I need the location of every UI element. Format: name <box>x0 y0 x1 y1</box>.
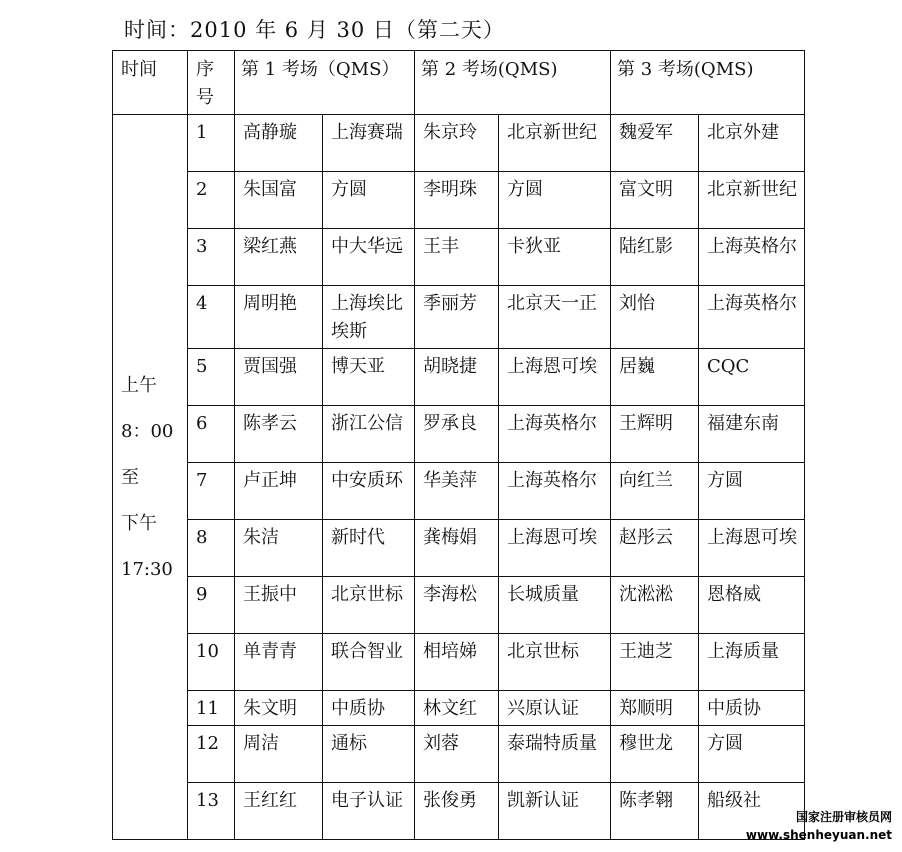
seq-number: 2 <box>188 172 235 229</box>
room1-organization: 上海赛瑞 <box>323 115 415 172</box>
table-row <box>113 726 805 783</box>
room3-examiner-name: 刘怡 <box>611 286 699 349</box>
room1-organization: 中安质环 <box>323 463 415 520</box>
time-range-line: 至 <box>121 467 139 488</box>
room3-examiner-name: 向红兰 <box>611 463 699 520</box>
room2-organization: 方圆 <box>499 172 611 229</box>
room1-organization: 中质协 <box>323 691 415 726</box>
room3-examiner-name: 居巍 <box>611 349 699 406</box>
room3-examiner-name: 沈淞淞 <box>611 577 699 634</box>
table-row <box>113 520 805 577</box>
room2-examiner-name: 季丽芳 <box>415 286 499 349</box>
room2-examiner-name: 王丰 <box>415 229 499 286</box>
table-row <box>113 783 805 840</box>
room2-examiner-name: 朱京玲 <box>415 115 499 172</box>
room1-organization: 北京世标 <box>323 577 415 634</box>
seq-number: 8 <box>188 520 235 577</box>
room3-organization: 上海英格尔 <box>699 229 805 286</box>
room2-organization: 北京天一正 <box>499 286 611 349</box>
seq-number: 9 <box>188 577 235 634</box>
room1-examiner-name: 梁红燕 <box>235 229 323 286</box>
seq-number: 5 <box>188 349 235 406</box>
room2-examiner-name: 李明珠 <box>415 172 499 229</box>
watermark-line-1: 国家注册审核员网 <box>795 810 892 824</box>
room3-examiner-name: 穆世龙 <box>611 726 699 783</box>
room3-examiner-name: 赵彤云 <box>611 520 699 577</box>
room3-organization: 福建东南 <box>699 406 805 463</box>
room3-organization: 北京新世纪 <box>699 172 805 229</box>
room2-organization: 泰瑞特质量 <box>499 726 611 783</box>
room3-organization: 恩格威 <box>699 577 805 634</box>
room3-examiner-name: 陆红影 <box>611 229 699 286</box>
table-row <box>113 634 805 691</box>
time-range-cell <box>113 115 188 840</box>
room1-organization: 联合智业 <box>323 634 415 691</box>
room3-examiner-name: 富文明 <box>611 172 699 229</box>
room2-examiner-name: 龚梅娟 <box>415 520 499 577</box>
site-watermark <box>746 808 892 844</box>
room1-organization: 中大华远 <box>323 229 415 286</box>
room3-organization: 北京外建 <box>699 115 805 172</box>
table-row <box>113 229 805 286</box>
header-seq: 序号 <box>188 51 235 115</box>
room1-organization: 浙江公信 <box>323 406 415 463</box>
room1-examiner-name: 贾国强 <box>235 349 323 406</box>
page-title: 时间：2010 年 6 月 30 日（第二天） <box>124 18 505 42</box>
room2-examiner-name: 李海松 <box>415 577 499 634</box>
room3-organization: 上海质量 <box>699 634 805 691</box>
room3-examiner-name: 魏爱军 <box>611 115 699 172</box>
header-time: 时间 <box>113 51 188 115</box>
room3-examiner-name: 郑顺明 <box>611 691 699 726</box>
room2-organization: 上海恩可埃 <box>499 520 611 577</box>
time-range-line: 8：00 <box>121 421 174 442</box>
room2-organization: 上海恩可埃 <box>499 349 611 406</box>
room2-organization: 北京世标 <box>499 634 611 691</box>
room2-examiner-name: 张俊勇 <box>415 783 499 840</box>
room3-organization: 船级社 <box>699 783 805 840</box>
time-range-line: 上午 <box>121 375 157 396</box>
room1-examiner-name: 朱洁 <box>235 520 323 577</box>
room2-organization: 北京新世纪 <box>499 115 611 172</box>
seq-number: 12 <box>188 726 235 783</box>
header-room-3: 第 3 考场(QMS) <box>611 51 805 115</box>
room1-organization: 电子认证 <box>323 783 415 840</box>
room3-organization: CQC <box>699 349 805 406</box>
room3-organization: 中质协 <box>699 691 805 726</box>
seq-number: 6 <box>188 406 235 463</box>
room2-examiner-name: 华美萍 <box>415 463 499 520</box>
table-row <box>113 115 805 172</box>
room3-organization: 上海恩可埃 <box>699 520 805 577</box>
room2-organization: 卡狄亚 <box>499 229 611 286</box>
room1-examiner-name: 王红红 <box>235 783 323 840</box>
exam-schedule-table <box>112 50 805 840</box>
room2-examiner-name: 相培娣 <box>415 634 499 691</box>
room1-examiner-name: 高静璇 <box>235 115 323 172</box>
seq-number: 3 <box>188 229 235 286</box>
room2-organization: 上海英格尔 <box>499 406 611 463</box>
room1-examiner-name: 卢正坤 <box>235 463 323 520</box>
time-range-line: 17:30 <box>121 559 173 580</box>
table-row <box>113 463 805 520</box>
seq-number: 10 <box>188 634 235 691</box>
room1-organization: 上海埃比埃斯 <box>323 286 415 349</box>
room2-examiner-name: 林文红 <box>415 691 499 726</box>
room1-organization: 方圆 <box>323 172 415 229</box>
room1-organization: 博天亚 <box>323 349 415 406</box>
room3-organization: 方圆 <box>699 463 805 520</box>
table-row <box>113 286 805 349</box>
room1-examiner-name: 朱国富 <box>235 172 323 229</box>
room2-examiner-name: 罗承良 <box>415 406 499 463</box>
room1-examiner-name: 单青青 <box>235 634 323 691</box>
seq-number: 1 <box>188 115 235 172</box>
room3-examiner-name: 王迪芝 <box>611 634 699 691</box>
table-header-row <box>113 51 805 115</box>
room1-organization: 新时代 <box>323 520 415 577</box>
room2-organization: 长城质量 <box>499 577 611 634</box>
table-row <box>113 691 805 726</box>
seq-number: 13 <box>188 783 235 840</box>
room2-organization: 兴原认证 <box>499 691 611 726</box>
room1-organization: 通标 <box>323 726 415 783</box>
time-range-line: 下午 <box>121 513 157 534</box>
room3-organization: 方圆 <box>699 726 805 783</box>
room3-organization: 上海英格尔 <box>699 286 805 349</box>
room3-examiner-name: 陈孝翱 <box>611 783 699 840</box>
room1-examiner-name: 朱文明 <box>235 691 323 726</box>
seq-number: 7 <box>188 463 235 520</box>
room3-examiner-name: 王辉明 <box>611 406 699 463</box>
room1-examiner-name: 周洁 <box>235 726 323 783</box>
room2-examiner-name: 刘蓉 <box>415 726 499 783</box>
table-row <box>113 349 805 406</box>
header-room-1: 第 1 考场（QMS） <box>235 51 415 115</box>
room1-examiner-name: 周明艳 <box>235 286 323 349</box>
room1-examiner-name: 王振中 <box>235 577 323 634</box>
table-row <box>113 577 805 634</box>
watermark-line-2: www.shenheyuan.net <box>745 828 892 842</box>
seq-number: 11 <box>188 691 235 726</box>
table-row <box>113 172 805 229</box>
room2-examiner-name: 胡晓捷 <box>415 349 499 406</box>
room1-examiner-name: 陈孝云 <box>235 406 323 463</box>
header-room-2: 第 2 考场(QMS) <box>415 51 611 115</box>
room2-organization: 上海英格尔 <box>499 463 611 520</box>
table-row <box>113 406 805 463</box>
seq-number: 4 <box>188 286 235 349</box>
room2-organization: 凯新认证 <box>499 783 611 840</box>
